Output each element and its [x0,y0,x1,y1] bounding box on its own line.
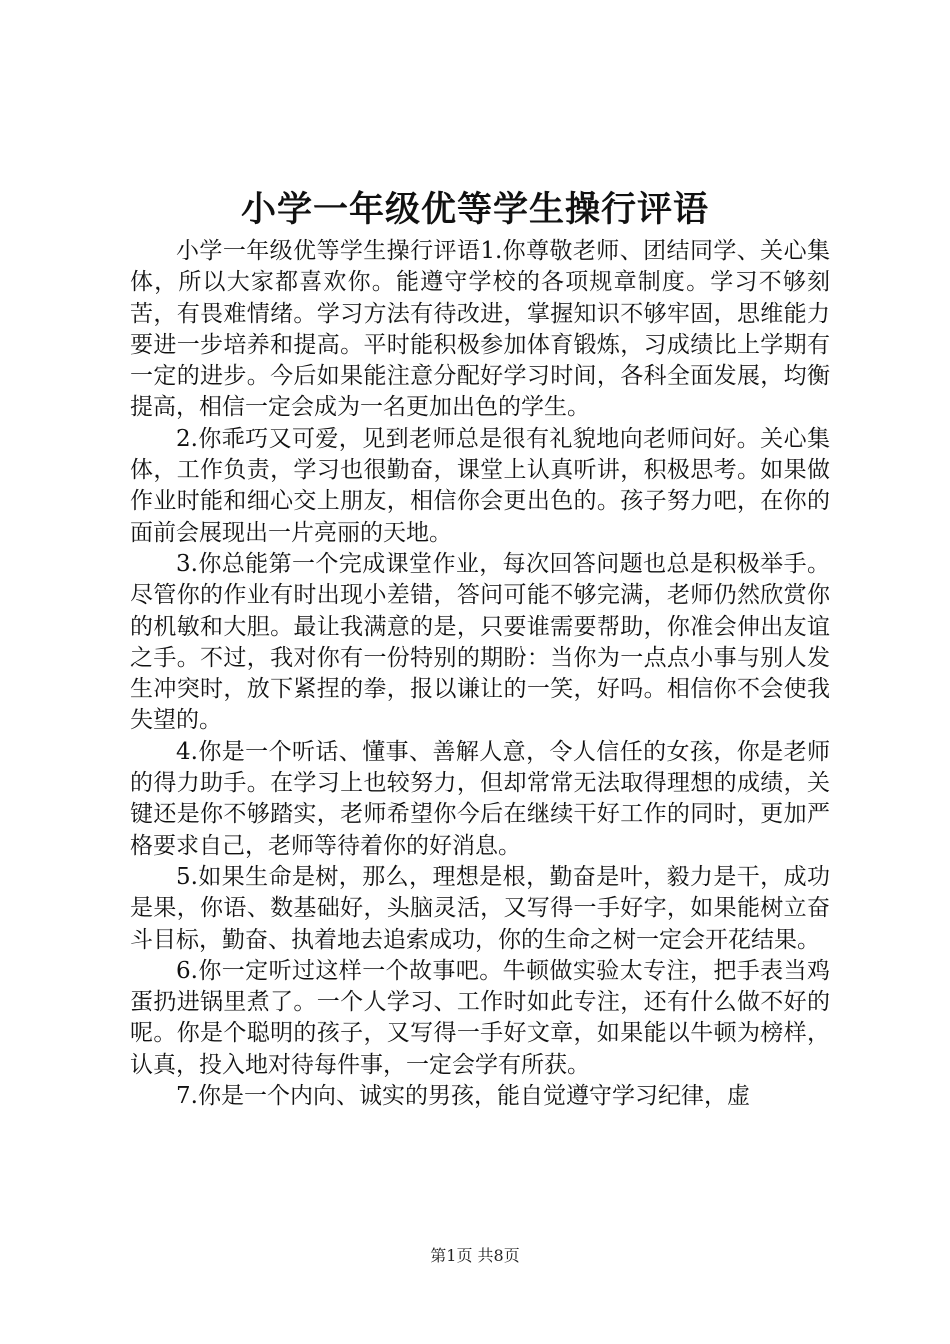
document-title: 小学一年级优等学生操行评语 [240,189,709,230]
paragraph-6: 6.你一定听过这样一个故事吧。牛顿做实验太专注，把手表当鸡蛋扔进锅里煮了。一个人学习、工作时如此专注，还有什么做不好的呢。你是个聪明的孩子，又写得一手好文章，如果能以牛顿为榜样，认真，投入地对待每件事，一定会学有所获。 [130,957,830,1078]
page-footer: 第1页 共8页 [430,1246,520,1265]
paragraph-7: 7.你是一个内向、诚实的男孩，能自觉遵守学习纪律，虚 [176,1083,750,1110]
paragraph-5: 5.如果生命是树，那么，理想是根，勤奋是叶，毅力是干，成功是果，你语、数基础好，头脑灵活，又写得一手好字，如果能树立奋斗目标，勤奋、执着地去追索成功，你的生命之树一定会开花结果。 [130,863,830,953]
paragraph-1: 小学一年级优等学生操行评语1.你尊敬老师、团结同学、关心集体，所以大家都喜欢你。能遵守学校的各项规章制度。学习不够刻苦，有畏难情绪。学习方法有待改进，掌握知识不够牢固，思维能力要进一步培养和提高。平时能积极参加体育锻炼，习成绩比上学期有一定的进步。今后如果能注意分配好学习时间，各科全面发展，均衡提高，相信一定会成为一名更加出色的学生。 [130,238,830,421]
paragraph-3: 3.你总能第一个完成课堂作业，每次回答问题也总是积极举手。尽管你的作业有时出现小差错，答问可能不够完满，老师仍然欣赏你的机敏和大胆。最让我满意的是，只要谁需要帮助，你准会伸出友谊之手。不过，我对你有一份特别的期盼：当你为一点点小事与别人发生冲突时，放下紧捏的拳，报以谦让的一笑，好吗。相信你不会使我失望的。 [130,550,830,734]
paragraph-2: 2.你乖巧又可爱，见到老师总是很有礼貌地向老师问好。关心集体，工作负责，学习也很勤奋，课堂上认真听讲，积极思考。如果做作业时能和细心交上朋友，相信你会更出色的。孩子努力吧，在你的面前会展现出一片亮丽的天地。 [130,425,830,546]
document-body [130,236,830,1112]
paragraph-4: 4.你是一个听话、懂事、善解人意，令人信任的女孩，你是老师的得力助手。在学习上也较努力，但却常常无法取得理想的成绩，关键还是你不够踏实，老师希望你今后在继续干好工作的同时，更加严格要求自己，老师等待着你的好消息。 [130,738,830,859]
